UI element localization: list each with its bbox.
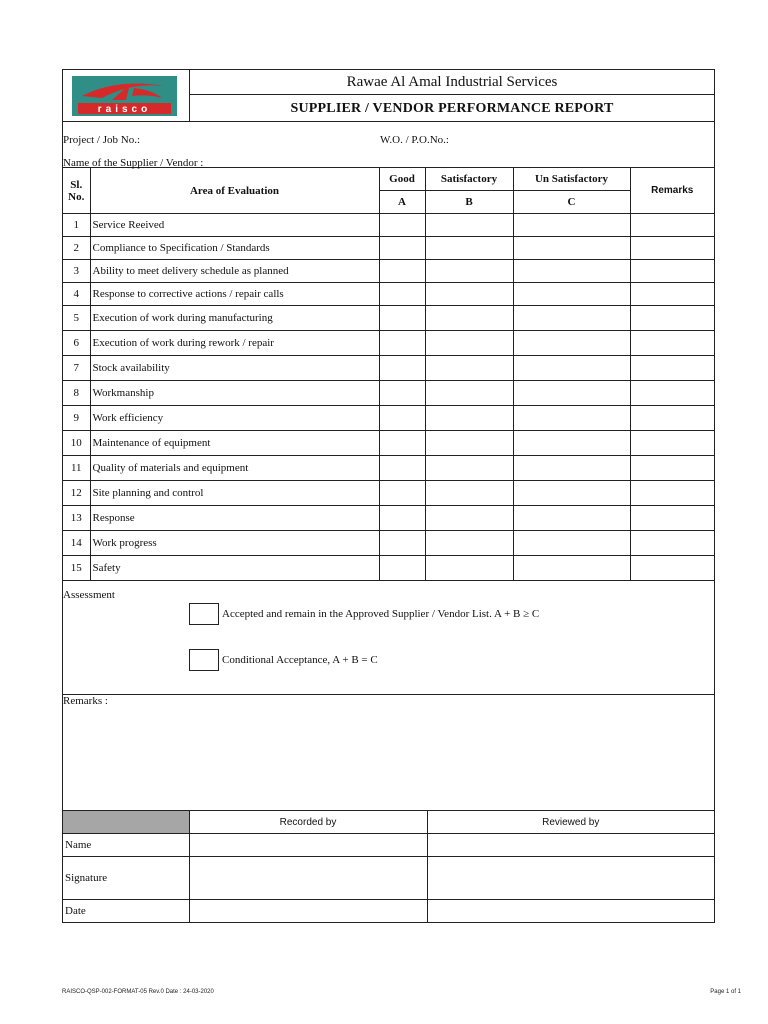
rating-good-cell[interactable] — [379, 381, 425, 406]
row-number: 10 — [63, 431, 90, 456]
col-b-header: B — [425, 191, 513, 214]
rating-unsatisfactory-cell[interactable] — [513, 431, 630, 456]
signoff-name-row — [63, 834, 714, 857]
rating-unsatisfactory-cell[interactable] — [513, 306, 630, 331]
row-area: Work progress — [90, 531, 379, 556]
reviewed-by-signature[interactable] — [427, 857, 714, 900]
wo-po-label: W.O. / P.O.No.: — [380, 134, 449, 146]
row-remarks-cell[interactable] — [630, 237, 714, 260]
area-header: Area of Evaluation — [90, 168, 379, 214]
rating-good-cell[interactable] — [379, 306, 425, 331]
raisco-logo — [72, 76, 177, 116]
rating-unsatisfactory-cell[interactable] — [513, 506, 630, 531]
row-area: Service Reeived — [90, 214, 379, 237]
signoff-header-row — [63, 811, 714, 834]
rating-unsatisfactory-cell[interactable] — [513, 481, 630, 506]
table-row — [63, 431, 714, 456]
logo-cell — [63, 70, 190, 122]
report-title: SUPPLIER / VENDOR PERFORMANCE REPORT — [290, 101, 614, 116]
satisfactory-header: Satisfactory — [425, 168, 513, 191]
row-remarks-cell[interactable] — [630, 481, 714, 506]
table-row — [63, 260, 714, 283]
row-remarks-cell[interactable] — [630, 331, 714, 356]
row-remarks-cell[interactable] — [630, 531, 714, 556]
accepted-option-text: Accepted and remain in the Approved Supplier / Vendor List. A + B ≥ C — [222, 608, 540, 620]
remarks-label: Remarks : — [63, 695, 108, 707]
rating-satisfactory-cell[interactable] — [425, 556, 513, 581]
row-number: 4 — [63, 283, 90, 306]
recorded-by-name[interactable] — [189, 834, 427, 857]
signature-label: Signature — [63, 857, 189, 900]
table-row — [63, 283, 714, 306]
table-row — [63, 356, 714, 381]
rating-unsatisfactory-cell[interactable] — [513, 283, 630, 306]
rating-unsatisfactory-cell[interactable] — [513, 260, 630, 283]
rating-unsatisfactory-cell[interactable] — [513, 531, 630, 556]
rating-satisfactory-cell[interactable] — [425, 481, 513, 506]
rating-satisfactory-cell[interactable] — [425, 331, 513, 356]
rating-good-cell[interactable] — [379, 481, 425, 506]
row-area: Response — [90, 506, 379, 531]
rating-unsatisfactory-cell[interactable] — [513, 356, 630, 381]
row-number: 3 — [63, 260, 90, 283]
rating-good-cell[interactable] — [379, 237, 425, 260]
project-job-label: Project / Job No.: — [63, 134, 140, 146]
row-area: Ability to meet delivery schedule as planned — [90, 260, 379, 283]
recorded-by-header: Recorded by — [189, 811, 427, 834]
rating-unsatisfactory-cell[interactable] — [513, 214, 630, 237]
accepted-checkbox[interactable] — [189, 603, 219, 625]
conditional-option-text: Conditional Acceptance, A + B = C — [222, 654, 378, 666]
rating-good-cell[interactable] — [379, 356, 425, 381]
company-name: Rawae Al Amal Industrial Services — [190, 70, 714, 95]
table-row — [63, 237, 714, 260]
table-row — [63, 556, 714, 581]
rating-good-cell[interactable] — [379, 283, 425, 306]
name-label: Name — [63, 834, 189, 857]
row-number: 11 — [63, 456, 90, 481]
row-remarks-cell[interactable] — [630, 431, 714, 456]
rating-satisfactory-cell[interactable] — [425, 283, 513, 306]
rating-satisfactory-cell[interactable] — [425, 237, 513, 260]
rating-unsatisfactory-cell[interactable] — [513, 237, 630, 260]
evaluation-table — [63, 168, 714, 581]
row-remarks-cell[interactable] — [630, 260, 714, 283]
table-row — [63, 456, 714, 481]
reviewed-by-name[interactable] — [427, 834, 714, 857]
table-row — [63, 531, 714, 556]
row-remarks-cell[interactable] — [630, 456, 714, 481]
col-a-header: A — [379, 191, 425, 214]
table-row — [63, 481, 714, 506]
table-row — [63, 406, 714, 431]
rating-unsatisfactory-cell[interactable] — [513, 331, 630, 356]
row-number: 6 — [63, 331, 90, 356]
remarks-header: Remarks — [630, 168, 714, 214]
signoff-date-row — [63, 900, 714, 923]
row-area: Safety — [90, 556, 379, 581]
table-row — [63, 331, 714, 356]
row-number: 5 — [63, 306, 90, 331]
row-area: Maintenance of equipment — [90, 431, 379, 456]
supplier-name-label: Name of the Supplier / Vendor : — [63, 157, 204, 169]
row-remarks-cell[interactable] — [630, 356, 714, 381]
rating-satisfactory-cell[interactable] — [425, 214, 513, 237]
row-number: 14 — [63, 531, 90, 556]
signoff-table — [63, 811, 714, 922]
rating-good-cell[interactable] — [379, 260, 425, 283]
row-area: Stock availability — [90, 356, 379, 381]
date-label: Date — [63, 900, 189, 923]
document-reference: RAISCO-QSP-002-FORMAT-05 Rev.0 Date : 24-03-2020 — [62, 989, 214, 995]
table-row — [63, 306, 714, 331]
row-area: Response to corrective actions / repair calls — [90, 283, 379, 306]
assessment-label: Assessment — [63, 589, 115, 601]
reviewed-by-date[interactable] — [427, 900, 714, 923]
rating-satisfactory-cell[interactable] — [425, 381, 513, 406]
rating-good-cell[interactable] — [379, 214, 425, 237]
conditional-checkbox[interactable] — [189, 649, 219, 671]
row-remarks-cell[interactable] — [630, 283, 714, 306]
row-area: Site planning and control — [90, 481, 379, 506]
row-number: 9 — [63, 406, 90, 431]
recorded-by-signature[interactable] — [189, 857, 427, 900]
row-area: Quality of materials and equipment — [90, 456, 379, 481]
page-number: Page 1 of 1 — [710, 989, 741, 995]
row-remarks-cell[interactable] — [630, 506, 714, 531]
table-row — [63, 214, 714, 237]
rating-unsatisfactory-cell[interactable] — [513, 381, 630, 406]
rating-satisfactory-cell[interactable] — [425, 531, 513, 556]
unsatisfactory-header: Un Satisfactory — [513, 168, 630, 191]
rating-good-cell[interactable] — [379, 331, 425, 356]
row-area: Workmanship — [90, 381, 379, 406]
rating-satisfactory-cell[interactable] — [425, 456, 513, 481]
table-row — [63, 506, 714, 531]
rating-satisfactory-cell[interactable] — [425, 356, 513, 381]
rating-satisfactory-cell[interactable] — [425, 406, 513, 431]
row-number: 1 — [63, 214, 90, 237]
table-row — [63, 381, 714, 406]
row-remarks-cell[interactable] — [630, 406, 714, 431]
row-remarks-cell[interactable] — [630, 381, 714, 406]
evaluation-rows — [63, 214, 714, 581]
rating-satisfactory-cell[interactable] — [425, 306, 513, 331]
form-header — [63, 70, 714, 122]
rating-good-cell[interactable] — [379, 431, 425, 456]
rating-satisfactory-cell[interactable] — [425, 260, 513, 283]
row-area: Execution of work during manufacturing — [90, 306, 379, 331]
reviewed-by-header: Reviewed by — [427, 811, 714, 834]
row-number: 7 — [63, 356, 90, 381]
row-remarks-cell[interactable] — [630, 306, 714, 331]
recorded-by-date[interactable] — [189, 900, 427, 923]
sl-no-header: Sl. No. — [63, 168, 90, 214]
assessment-section — [63, 581, 714, 695]
signoff-shaded-cell — [63, 811, 189, 834]
col-c-header: C — [513, 191, 630, 214]
report-form — [62, 69, 715, 923]
rating-good-cell[interactable] — [379, 556, 425, 581]
rating-unsatisfactory-cell[interactable] — [513, 556, 630, 581]
project-info — [63, 122, 714, 168]
rating-good-cell[interactable] — [379, 531, 425, 556]
rating-good-cell[interactable] — [379, 406, 425, 431]
row-area: Work efficiency — [90, 406, 379, 431]
good-header: Good — [379, 168, 425, 191]
rating-good-cell[interactable] — [379, 506, 425, 531]
row-area: Execution of work during rework / repair — [90, 331, 379, 356]
row-number: 12 — [63, 481, 90, 506]
rating-satisfactory-cell[interactable] — [425, 431, 513, 456]
logo-text: raisco — [97, 104, 152, 115]
rating-unsatisfactory-cell[interactable] — [513, 406, 630, 431]
row-remarks-cell[interactable] — [630, 556, 714, 581]
row-remarks-cell[interactable] — [630, 214, 714, 237]
row-number: 15 — [63, 556, 90, 581]
remarks-section — [63, 695, 714, 811]
rating-good-cell[interactable] — [379, 456, 425, 481]
rating-satisfactory-cell[interactable] — [425, 506, 513, 531]
signoff-signature-row — [63, 857, 714, 900]
row-number: 8 — [63, 381, 90, 406]
rating-unsatisfactory-cell[interactable] — [513, 456, 630, 481]
row-area: Compliance to Specification / Standards — [90, 237, 379, 260]
row-number: 13 — [63, 506, 90, 531]
table-header-row — [63, 168, 714, 191]
row-number: 2 — [63, 237, 90, 260]
